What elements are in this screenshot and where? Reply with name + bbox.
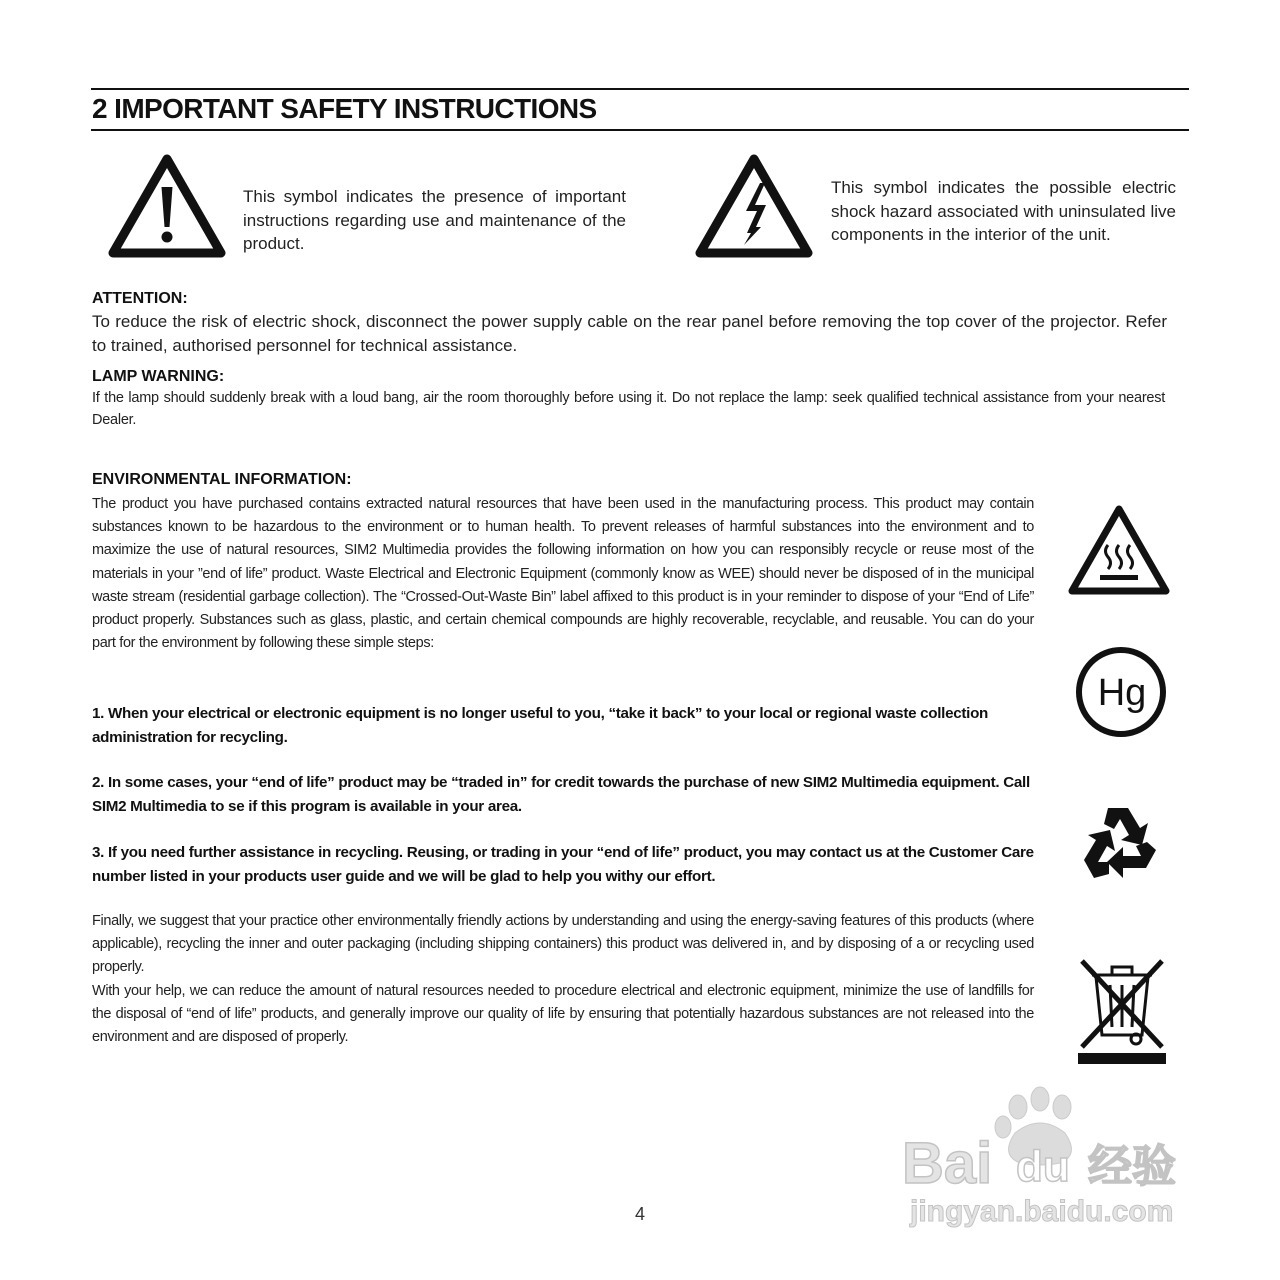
lamp-warning-heading: LAMP WARNING: (92, 368, 225, 385)
title-underline (91, 129, 1189, 131)
hot-surface-icon (1066, 503, 1172, 597)
electric-shock-icon (694, 153, 814, 259)
environmental-intro: The product you have purchased contains extracted natural resources that have been used in the manufacturing process. This product may contain substances known to be hazardous to the environment or to human health. To prevent releases of harmful substances into the environment and to maximize the use of natural resources, SIM2 Multimedia provides the following information on how you can responsibly recycle or reuse most of the materials in your ”end of life” product. Waste Electrical and Electronic Equipment (commonly know as WEE) should never be disposed of in the municipal waste stream (residential garbage collection). The “Crossed-Out-Waste Bin” label affixed to this product is in your reminder to dispose of your “End of Life” product properly. Substances such as glass, plastic, and certain chemical compounds are highly recoverable, recyclable, and reusable. You can do your part for the environment by following these simple steps: (92, 496, 1034, 652)
mercury-icon (1074, 645, 1168, 739)
attention-text: To reduce the risk of electric shock, disconnect the power supply cable on the rear panel before removing the top cover of the projector. Refer to trained, authorised personnel for technical assistance. (92, 312, 1167, 355)
page-number: 4 (634, 1204, 645, 1224)
lamp-warning-text: If the lamp should suddenly break with a loud bang, air the room thoroughly before using it. Do not replace the lamp: seek qualified technical assistance from your nearest Dealer. (92, 390, 1165, 428)
attention-heading: ATTENTION: (92, 290, 188, 307)
warning-symbol-description: This symbol indicates the presence of important instructions regarding use and maintenance of the product. (243, 187, 626, 253)
recycle-icon (1074, 798, 1166, 890)
watermark-url: jingyan.baidu.com (910, 1195, 1174, 1228)
mercury-label: Hg (1097, 672, 1147, 714)
environmental-step-1: 1. When your electrical or electronic equipment is no longer useful to you, “take it back” to your local or regional waste collection administration for recycling. (92, 705, 989, 746)
watermark-brand: Bai (902, 1131, 993, 1196)
top-rule (91, 88, 1189, 90)
environmental-closing-2: With your help, we can reduce the amount of natural resources needed to procedure electrical and electronic equipment, minimize the use of landfills for the disposal of “end of life” products, and generally improve our quality of life by ensuring that potentially hazardous substances are not released into the environment and are disposed of properly. (92, 983, 1034, 1046)
crossed-out-bin-icon (1074, 955, 1170, 1067)
baidu-jingyan-watermark (900, 1085, 1220, 1235)
environmental-heading: ENVIRONMENTAL INFORMATION: (92, 471, 352, 488)
watermark-brand-cn: 经验 (1088, 1141, 1176, 1192)
environmental-step-3: 3. If you need further assistance in recycling. Reusing, or trading in your “end of life” product, you may contact us at the Customer Care number listed in your products user guide and we will be glad to help you withy our effort. (92, 844, 1034, 885)
environmental-step-2: 2. In some cases, your “end of life” product may be “traded in” for credit towards the purchase of new SIM2 Multimedia equipment. Call SIM2 Multimedia to se if this program is available in your area. (92, 774, 1030, 815)
electric-symbol-description: This symbol indicates the possible electric shock hazard associated with uninsulated live components in the interior of the unit. (831, 178, 1176, 244)
exclamation-warning-icon (107, 153, 227, 259)
watermark-brand-mid: du (1016, 1142, 1070, 1191)
environmental-closing-1: Finally, we suggest that your practice other environmentally friendly actions by understanding and using the energy-saving features of this products (where applicable), recycling the inner and outer packaging (including shipping containers) this product was delivered in, and by disposing of a or recycling used properly. (92, 913, 1034, 976)
page-title: 2 IMPORTANT SAFETY INSTRUCTIONS (92, 93, 597, 124)
